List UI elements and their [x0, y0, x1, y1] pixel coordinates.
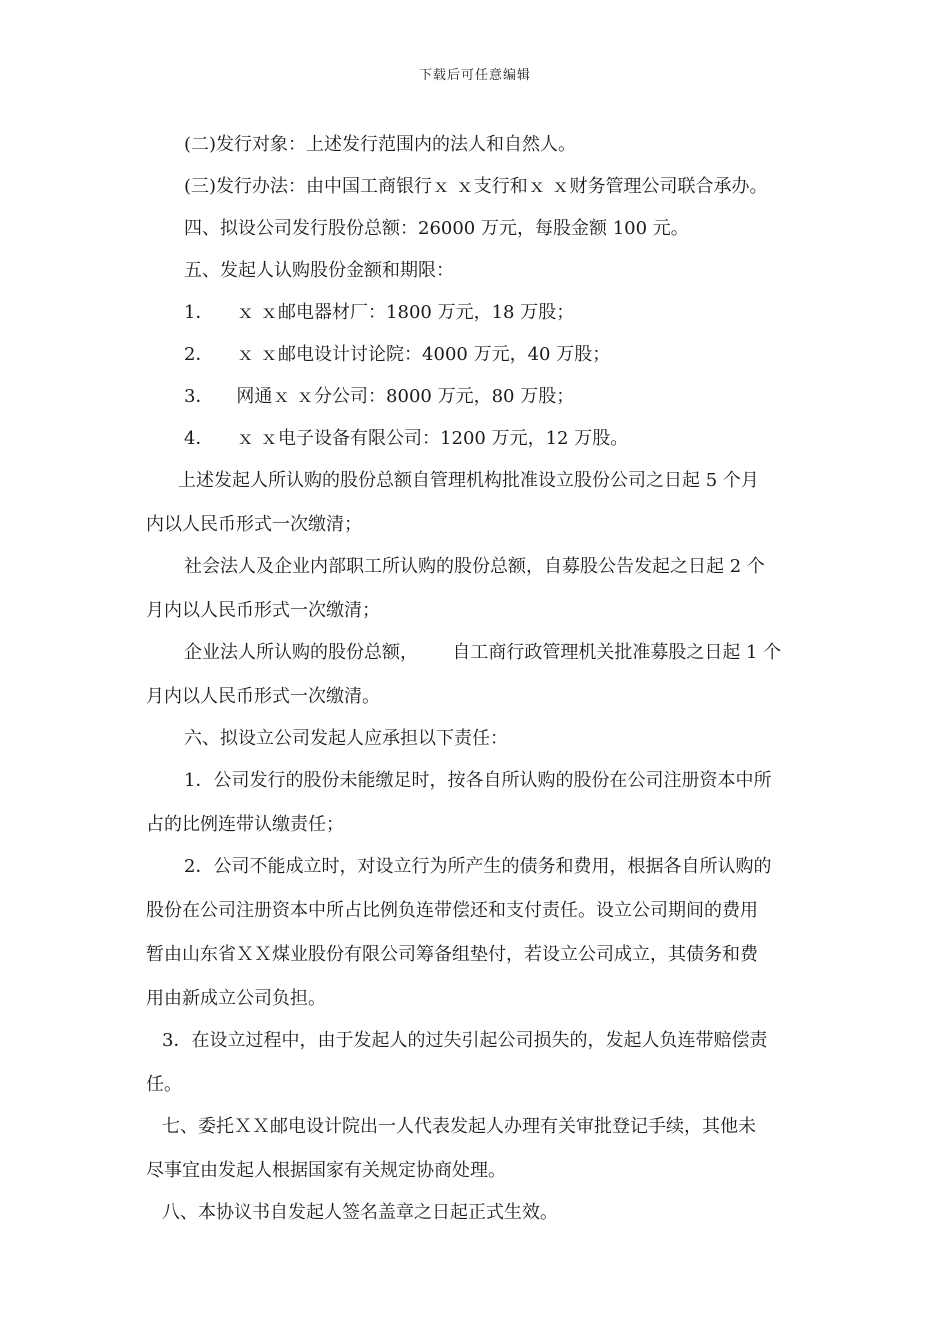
paragraph: [146, 718, 810, 759]
paragraph-line: 用由新成立公司负担。: [146, 988, 326, 1009]
paragraph: [146, 760, 810, 845]
paragraph-line: 社会法人及企业内部职工所认购的股份总额，自募股公告发起之日起 2 个: [184, 556, 765, 577]
paragraph-line: 内以人民币形式一次缴清；: [146, 514, 362, 535]
page-header: 下载后可任意编辑: [418, 68, 531, 83]
paragraph: [146, 1192, 810, 1233]
paragraph: [146, 292, 810, 333]
paragraph-line: 占的比例连带认缴责任；: [146, 814, 344, 835]
paragraph-line: 股份在公司注册资本中所占比例负连带偿还和支付责任。设立公司期间的费用: [146, 900, 758, 921]
paragraph: [146, 1020, 810, 1105]
document-body: [146, 124, 810, 1234]
paragraph-line: 2． ｘ ｘ邮电设计讨论院：4000 万元，40 万股；: [184, 344, 611, 365]
paragraph-line: 月内以人民币形式一次缴清；: [146, 600, 380, 621]
paragraph-line: (三)发行办法：由中国工商银行ｘ ｘ支行和ｘ ｘ财务管理公司联合承办。: [184, 176, 768, 197]
paragraph: [146, 376, 810, 417]
paragraph: [146, 632, 810, 717]
paragraph-line: 1．公司发行的股份未能缴足时，按各自所认购的股份在公司注册资本中所: [184, 770, 772, 791]
paragraph: [146, 546, 810, 631]
paragraph: [146, 1106, 810, 1191]
paragraph-line: 月内以人民币形式一次缴清。: [146, 686, 380, 707]
paragraph: [146, 334, 810, 375]
paragraph: [146, 208, 810, 249]
paragraph-line: 4． ｘ ｘ电子设备有限公司：1200 万元，12 万股。: [184, 428, 629, 449]
paragraph-line: 五、发起人认购股份金额和期限：: [184, 260, 454, 281]
paragraph-line: 八、本协议书自发起人签名盖章之日起正式生效。: [162, 1202, 558, 1223]
paragraph-line: 企业法人所认购的股份总额， 自工商行政管理机关批准募股之日起 1 个: [184, 642, 782, 663]
paragraph-line: 3． 网通ｘ ｘ分公司：8000 万元，80 万股；: [184, 386, 575, 407]
paragraph: [146, 846, 810, 1019]
paragraph-line: 1． ｘ ｘ邮电器材厂：1800 万元，18 万股；: [184, 302, 575, 323]
paragraph-line: (二)发行对象：上述发行范围内的法人和自然人。: [184, 134, 577, 155]
paragraph-line: 四、拟设公司发行股份总额：26000 万元，每股金额 100 元。: [184, 218, 689, 239]
paragraph-line: 六、拟设立公司发起人应承担以下责任：: [184, 728, 508, 749]
paragraph-line: 上述发起人所认购的股份总额自管理机构批准设立股份公司之日起 5 个月: [178, 470, 759, 491]
paragraph: [146, 124, 810, 165]
paragraph-line: 七、委托ＸＸ邮电设计院出一人代表发起人办理有关审批登记手续，其他未: [162, 1116, 756, 1137]
paragraph: [146, 460, 810, 545]
paragraph-line: 2．公司不能成立时，对设立行为所产生的债务和费用，根据各自所认购的: [184, 856, 772, 877]
paragraph: [146, 166, 810, 207]
paragraph-line: 暂由山东省ＸＸ煤业股份有限公司筹备组垫付，若设立公司成立，其债务和费: [146, 944, 758, 965]
paragraph: [146, 418, 810, 459]
paragraph: [146, 250, 810, 291]
paragraph-line: 3．在设立过程中，由于发起人的过失引起公司损失的，发起人负连带赔偿责: [162, 1030, 768, 1051]
paragraph-line: 任。: [146, 1074, 182, 1095]
paragraph-line: 尽事宜由发起人根据国家有关规定协商处理。: [146, 1160, 506, 1181]
